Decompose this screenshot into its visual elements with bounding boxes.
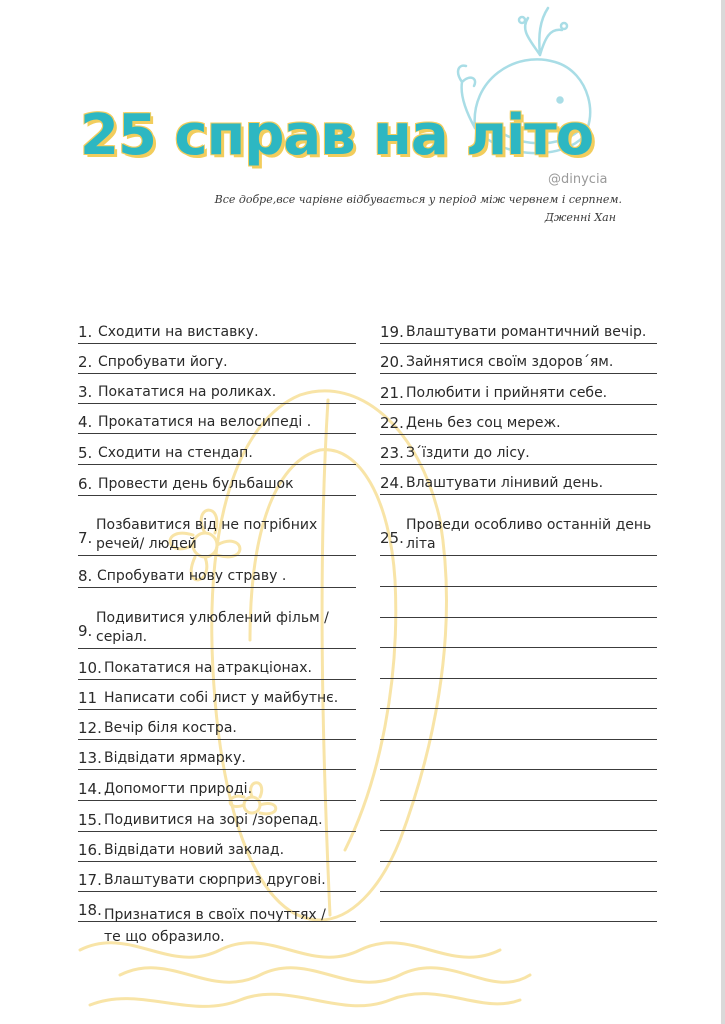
item-number: 21.: [380, 384, 404, 402]
item-number: 5.: [78, 444, 93, 462]
page-edge: [721, 0, 725, 1024]
item-text: Позбавитися від не потрібних речей/ людей: [96, 517, 318, 552]
item-number: 24.: [380, 474, 404, 492]
item-number: 2.: [78, 353, 93, 371]
blank-line: [380, 861, 657, 862]
item-text: З´їздити до лісу.: [406, 445, 530, 461]
blank-line: [380, 891, 657, 892]
blank-line: [380, 617, 657, 618]
list-item: [78, 717, 356, 740]
list-item: [380, 471, 657, 495]
list-item: [78, 351, 356, 374]
blank-line: [380, 708, 657, 709]
item-text: Признатися в своїх почуттях /те що образило.: [104, 907, 326, 945]
list-item: [380, 411, 657, 435]
item-number: 16.: [78, 841, 102, 859]
blank-line: [380, 769, 657, 770]
item-number: 3.: [78, 383, 93, 401]
list-item: [78, 321, 356, 344]
item-number: 4.: [78, 413, 93, 431]
list-item: [78, 747, 356, 770]
list-item: [78, 901, 356, 945]
list-item: [78, 778, 356, 801]
item-text: Подивитися улюблений фільм / серіал.: [96, 610, 329, 645]
list-item: [78, 657, 356, 680]
list-item: [78, 514, 356, 556]
item-text: Вечір біля костра.: [104, 720, 237, 736]
blank-line: [380, 800, 657, 801]
item-number: 10.: [78, 659, 102, 677]
item-number: 23.: [380, 444, 404, 462]
page-title: 25 справ на літо: [80, 103, 594, 168]
list-item: [78, 411, 356, 434]
list-item: [380, 381, 657, 405]
list-item: [78, 442, 356, 465]
item-text: Сходити на стендап.: [98, 445, 253, 461]
item-number: 20.: [380, 353, 404, 371]
list-item: [380, 512, 657, 556]
blank-line: [380, 678, 657, 679]
list-item: [78, 869, 356, 892]
item-text: Проведи особливо останній день літа: [406, 517, 652, 552]
list-item: [78, 381, 356, 404]
item-number: 17.: [78, 871, 102, 889]
item-number: 7.: [78, 529, 93, 547]
item-text: Подивитися на зорі /зорепад.: [104, 812, 323, 828]
item-text: Полюбити і прийняти себе.: [406, 385, 608, 401]
item-text: Спробувати нову страву .: [97, 568, 287, 584]
item-text: Відвідати ярмарку.: [104, 750, 246, 766]
list-item: [380, 441, 657, 465]
blank-line: [380, 647, 657, 648]
item-number: 1.: [78, 323, 93, 341]
item-number: 14.: [78, 780, 102, 798]
list-item: [78, 808, 356, 832]
blank-line: [380, 739, 657, 740]
wave-line-3: [90, 994, 520, 1007]
item-text: Покататися на атракціонах.: [104, 660, 312, 676]
item-number: 22.: [380, 414, 404, 432]
item-text: Сходити на виставку.: [98, 324, 259, 340]
list-item: [78, 472, 356, 496]
quote-text: Все добре,все чарівне відбувається у період між червнем і серпнем.: [214, 193, 622, 206]
item-text: Влаштувати лінивий день.: [406, 475, 604, 491]
author-handle: @dinycia: [548, 172, 608, 187]
item-text: День без соц мереж.: [406, 415, 561, 431]
item-number: 18.: [78, 901, 102, 919]
blank-line: [380, 921, 657, 922]
list-item: [78, 839, 356, 862]
blank-line: [380, 830, 657, 831]
item-number: 6.: [78, 475, 93, 493]
list-item: [380, 350, 657, 374]
list-item: [78, 605, 356, 649]
item-text: Влаштувати сюрприз другові.: [104, 872, 326, 888]
quote-author: Дженні Хан: [544, 211, 616, 224]
item-text: Допомогти природі.: [104, 781, 253, 797]
item-number: 19.: [380, 323, 404, 341]
item-text: Провести день бульбашок: [98, 476, 294, 492]
item-number: 13.: [78, 749, 102, 767]
item-text: Спробувати йогу.: [98, 354, 228, 370]
item-number: 8.: [78, 567, 93, 585]
item-text: Написати собі лист у майбутнє.: [104, 690, 339, 706]
item-number: 25.: [380, 529, 404, 547]
item-number: 9.: [78, 622, 93, 640]
item-text: Зайнятися своїм здоров´ям.: [406, 354, 614, 370]
item-number: 11: [78, 689, 98, 707]
list-item: [78, 565, 356, 588]
list-item: [380, 320, 657, 344]
blank-line: [380, 586, 657, 587]
item-number: 12.: [78, 719, 102, 737]
wave-line-2: [120, 968, 530, 982]
item-text: Покататися на роликах.: [98, 384, 277, 400]
item-text: Влаштувати романтичний вечір.: [406, 324, 647, 340]
list-item: [78, 687, 356, 710]
item-number: 15.: [78, 811, 102, 829]
item-text: Відвідати новий заклад.: [104, 842, 285, 858]
item-text: Прокататися на велосипеді .: [98, 414, 312, 430]
